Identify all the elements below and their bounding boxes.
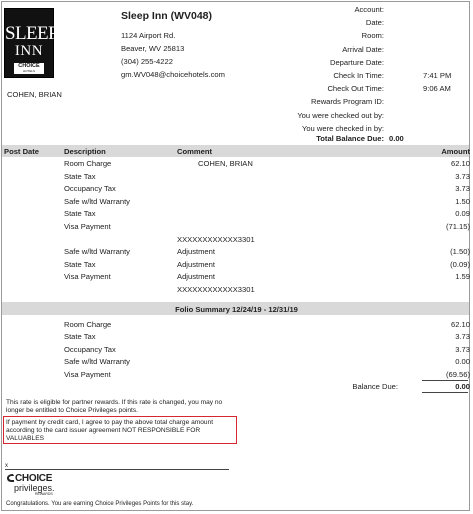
row-description: Visa Payment	[64, 222, 111, 231]
row-amount: (0.09)	[450, 260, 470, 269]
header-post-date: Post Date	[4, 147, 40, 156]
summary-description: Occupancy Tax	[64, 345, 116, 354]
choice-badge-text: CHOICE	[18, 63, 40, 69]
notice-line2: according to the card issuer agreement NOT RESPONSIBLE FOR	[6, 427, 201, 434]
footer-logo-line2: privileges.	[14, 483, 55, 493]
guest-name: COHEN, BRIAN	[7, 90, 62, 99]
row-description: State Tax	[64, 172, 96, 181]
header-amount: Amount	[441, 147, 470, 156]
row-description: State Tax	[64, 209, 96, 218]
info-label: Account:	[354, 5, 384, 14]
summary-amount: 0.00	[455, 357, 470, 366]
row-comment: Adjustment	[177, 247, 215, 256]
rate-note-line1: This rate is eligible for partner rewards. If this rate is changed, you may no	[6, 399, 223, 406]
row-description: Room Charge	[64, 159, 112, 168]
row-amount: 3.73	[455, 172, 470, 181]
info-value: 7:41 PM	[423, 71, 452, 80]
header-comment: Comment	[177, 147, 213, 156]
logo-line2: INN	[14, 43, 44, 59]
info-label: Check In Time:	[333, 71, 384, 80]
row-description: Safe w/ltd Warranty	[64, 197, 130, 206]
row-amount: 0.09	[455, 209, 470, 218]
row-amount: 1.59	[455, 272, 470, 281]
hotel-phone: (304) 255-4222	[121, 57, 173, 66]
info-value: 9:06 AM	[423, 84, 451, 94]
info-label: You were checked in by:	[301, 123, 384, 133]
total-balance-label: Total Balance Due:	[316, 134, 384, 143]
info-label: You were checked out by:	[297, 110, 384, 120]
summary-description: Visa Payment	[64, 370, 111, 379]
row-description: Safe w/ltd Warranty	[64, 247, 130, 256]
row-comment: XXXXXXXXXXXX3301	[177, 285, 255, 294]
footer-logo-line1: CHOICE	[15, 473, 53, 484]
folio-summary-title: Folio Summary 12/24/19 - 12/31/19	[175, 305, 298, 314]
header-description: Description	[64, 147, 106, 156]
row-comment: Adjustment	[177, 272, 215, 281]
logo-line1: SLEEP	[5, 23, 58, 44]
info-label: Room:	[361, 31, 384, 41]
row-amount: (71.15)	[445, 222, 470, 231]
hotel-address-line1: 1124 Airport Rd.	[121, 31, 176, 40]
sleep-inn-logo	[4, 8, 58, 78]
row-description: State Tax	[64, 260, 96, 269]
row-amount: 3.73	[455, 184, 470, 193]
info-label: Rewards Program ID:	[310, 97, 384, 107]
amount-underline	[422, 380, 468, 381]
footer-logo-line3: REWARDS	[35, 492, 53, 496]
summary-description: State Tax	[64, 332, 96, 341]
summary-amount: 3.73	[455, 332, 470, 341]
row-amount: (1.50)	[450, 247, 470, 256]
balance-due-value: 0.00	[455, 382, 470, 391]
hotel-name: Sleep Inn (WV048)	[121, 10, 213, 22]
footer-text: Congratulations. You are earning Choice Privileges Points for this stay.	[6, 501, 194, 507]
signature-line	[5, 469, 229, 470]
row-comment: Adjustment	[177, 260, 215, 269]
total-balance-value: 0.00	[389, 134, 404, 143]
rate-note-line2: longer be entitled to Choice Privileges points.	[6, 407, 138, 414]
row-comment: COHEN, BRIAN	[198, 159, 253, 168]
row-amount: 1.50	[455, 197, 470, 206]
info-label: Date:	[365, 18, 384, 28]
signature-mark: x	[5, 463, 8, 469]
row-amount: 62.10	[450, 159, 470, 168]
summary-amount: 62.10	[450, 320, 470, 329]
hotel-address-line2: Beaver, WV 25813	[121, 44, 185, 53]
balance-double-underline	[422, 392, 468, 393]
info-label: Check Out Time:	[327, 84, 384, 94]
balance-due-label: Balance Due:	[352, 382, 398, 391]
info-label: Departure Date:	[329, 57, 384, 67]
summary-amount: 3.73	[455, 345, 470, 354]
summary-description: Room Charge	[64, 320, 112, 329]
summary-amount: (69.56)	[445, 370, 470, 379]
notice-line1: If payment by credit card, I agree to pay the above total charge amount	[6, 419, 214, 426]
choice-badge	[14, 63, 44, 74]
summary-description: Safe w/ltd Warranty	[64, 357, 130, 366]
row-comment: XXXXXXXXXXXX3301	[177, 235, 255, 244]
notice-line3: VALUABLES	[6, 435, 44, 442]
row-description: Occupancy Tax	[64, 184, 116, 193]
row-description: Visa Payment	[64, 272, 111, 281]
hotel-email: gm.WV048@choicehotels.com	[121, 70, 225, 79]
choice-badge-sub: HOTELS	[22, 69, 35, 73]
info-label: Arrival Date:	[342, 44, 384, 54]
choice-swoosh-icon	[6, 473, 15, 483]
